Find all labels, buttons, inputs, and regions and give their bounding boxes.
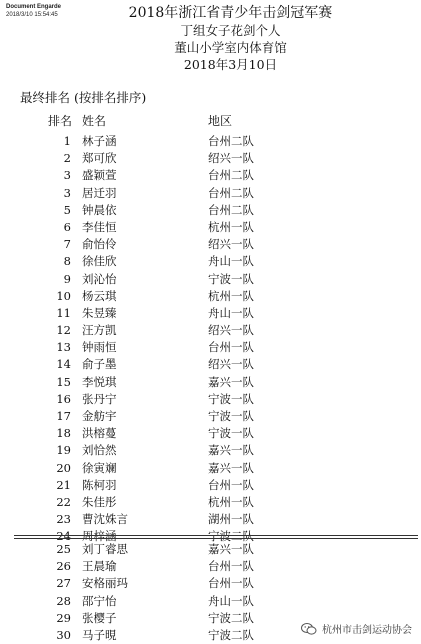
section-title: 最终排名 (按排名排序) [20, 90, 147, 105]
rank-cell: 23 [56, 512, 71, 527]
table-row [0, 167, 421, 184]
table-row [0, 322, 421, 339]
name-cell: 金舫宇 [82, 409, 117, 423]
rank-cell: 21 [56, 477, 71, 492]
team-cell: 绍兴一队 [208, 323, 254, 338]
rank-cell: 9 [63, 271, 71, 286]
table-row [0, 477, 421, 494]
team-cell: 台州一队 [208, 576, 254, 591]
team-cell: 台州一队 [208, 340, 254, 355]
team-cell: 宁波一队 [208, 409, 254, 423]
rank-cell: 13 [56, 340, 71, 355]
rank-cell: 30 [56, 627, 71, 642]
team-cell: 宁波二队 [208, 529, 254, 544]
name-cell: 钟晨依 [82, 202, 117, 217]
rank-cell: 3 [63, 185, 71, 200]
name-cell: 居迁羽 [82, 185, 117, 200]
name-cell: 钟雨恒 [82, 340, 117, 355]
table-row [0, 219, 421, 236]
name-cell: 杨云琪 [82, 288, 117, 303]
team-cell: 台州二队 [208, 168, 254, 183]
watermark-text: 杭州市击剑运动协会 [322, 625, 412, 636]
team-cell: 嘉兴一队 [208, 542, 254, 556]
name-cell: 徐佳欣 [82, 254, 117, 269]
name-cell: 盛颖萱 [82, 168, 117, 183]
rank-cell: 15 [56, 374, 71, 389]
table-row [0, 391, 421, 408]
name-cell: 邵宁怡 [82, 593, 117, 608]
event-date: 2018年3月10日 [183, 57, 278, 72]
table-row [0, 133, 421, 150]
rank-cell: 8 [63, 254, 71, 269]
table-row [0, 150, 421, 167]
name-cell: 徐寅斓 [82, 460, 117, 475]
rank-cell: 11 [56, 305, 71, 320]
table-row [0, 494, 421, 511]
rank-cell: 24 [56, 529, 71, 544]
name-cell: 刘丁睿思 [82, 542, 128, 556]
table-row [0, 442, 421, 459]
rank-cell: 28 [56, 593, 71, 608]
rank-cell: 20 [56, 460, 71, 475]
team-cell: 绍兴一队 [208, 237, 254, 252]
name-cell: 周梓涵 [82, 529, 117, 544]
table-row [0, 185, 421, 202]
rank-cell: 27 [56, 576, 71, 591]
table-row [0, 305, 421, 322]
document-header [0, 4, 421, 73]
table-row [0, 202, 421, 219]
name-cell: 朱昱臻 [82, 305, 117, 320]
team-cell: 杭州一队 [208, 494, 254, 509]
rank-cell: 18 [56, 426, 71, 441]
team-cell: 宁波一队 [208, 426, 254, 441]
rank-cell: 7 [63, 237, 71, 252]
team-cell: 舟山一队 [208, 254, 254, 269]
rank-cell: 22 [56, 494, 71, 509]
name-cell: 俞怡伶 [82, 237, 117, 252]
team-cell: 绍兴一队 [208, 357, 254, 372]
venue-name: 董山小学室内体育馆 [174, 40, 287, 55]
rank-cell: 17 [56, 409, 71, 423]
table-row [0, 593, 421, 610]
table-row [0, 575, 421, 592]
name-cell: 马子晛 [82, 627, 117, 642]
rank-cell: 12 [56, 323, 71, 338]
team-cell: 宁波二队 [208, 627, 254, 642]
name-cell: 王晨瑜 [82, 559, 117, 574]
table-row [0, 558, 421, 575]
team-cell: 台州一队 [208, 477, 254, 492]
name-cell: 林子涵 [82, 134, 117, 148]
name-cell: 刘沁怡 [82, 271, 117, 286]
double-separator [14, 535, 418, 539]
team-cell: 杭州一队 [208, 288, 254, 303]
watermark [298, 620, 415, 637]
rank-cell: 14 [56, 357, 71, 372]
name-cell: 俞子墨 [82, 357, 117, 372]
name-cell: 张丹宁 [82, 391, 117, 406]
name-cell: 刘恰然 [82, 443, 117, 458]
team-cell: 台州二队 [208, 202, 254, 217]
name-cell: 李佳恒 [82, 219, 117, 234]
table-row [0, 425, 421, 442]
name-cell: 洪榕蔓 [82, 426, 117, 441]
competition-title: 2018年浙江省青少年击剑冠军赛 [128, 5, 333, 21]
table-row [0, 236, 421, 253]
name-cell: 陈柯羽 [82, 477, 117, 492]
column-header-rank: 排名 [48, 114, 73, 128]
team-cell: 宁波一队 [208, 271, 254, 286]
ranking-table [0, 133, 421, 546]
team-cell: 宁波二队 [208, 610, 254, 625]
table-row [0, 339, 421, 356]
wechat-icon [301, 622, 317, 636]
team-cell: 杭州一队 [208, 219, 254, 234]
table-row [0, 460, 421, 477]
event-name: 丁组女子花剑个人 [180, 23, 281, 38]
name-cell: 李悦琪 [82, 374, 117, 389]
team-cell: 嘉兴一队 [208, 374, 254, 389]
table-row [0, 356, 421, 373]
rank-cell: 10 [56, 288, 71, 303]
table-row [0, 253, 421, 270]
table-row [0, 271, 421, 288]
name-cell: 郑可欣 [82, 151, 117, 166]
rank-cell: 6 [63, 219, 71, 234]
name-cell: 张樱子 [82, 610, 117, 625]
rank-cell: 29 [56, 610, 71, 625]
name-cell: 安格丽玛 [82, 576, 128, 591]
rank-cell: 19 [56, 443, 71, 458]
team-cell: 台州一队 [208, 559, 254, 574]
team-cell: 舟山一队 [208, 305, 254, 320]
name-cell: 汪方凯 [82, 323, 117, 338]
rank-cell: 26 [56, 559, 71, 574]
print-timestamp: 2018/3/10 15:54:45 [6, 12, 58, 18]
rank-cell: 16 [56, 391, 71, 406]
team-cell: 嘉兴一队 [208, 460, 254, 475]
rank-cell: 2 [63, 151, 71, 166]
team-cell: 舟山一队 [208, 593, 254, 608]
team-cell: 台州二队 [208, 134, 254, 148]
team-cell: 宁波一队 [208, 391, 254, 406]
rank-cell: 1 [63, 134, 71, 148]
team-cell: 绍兴一队 [208, 151, 254, 166]
rank-cell: 3 [63, 168, 71, 183]
name-cell: 曹沈姝言 [82, 512, 128, 527]
software-name: Document Engarde [6, 4, 62, 10]
table-row [0, 288, 421, 305]
team-cell: 嘉兴一队 [208, 443, 254, 458]
table-row [0, 511, 421, 528]
team-cell: 台州二队 [208, 185, 254, 200]
table-row [0, 541, 421, 558]
rank-cell: 25 [56, 542, 71, 556]
name-cell: 朱佳彤 [82, 494, 117, 509]
team-cell: 湖州一队 [208, 512, 254, 527]
column-header-name: 姓名 [82, 114, 107, 128]
table-row [0, 408, 421, 425]
rank-cell: 5 [63, 202, 71, 217]
column-header-team: 地区 [208, 114, 233, 128]
table-row [0, 374, 421, 391]
